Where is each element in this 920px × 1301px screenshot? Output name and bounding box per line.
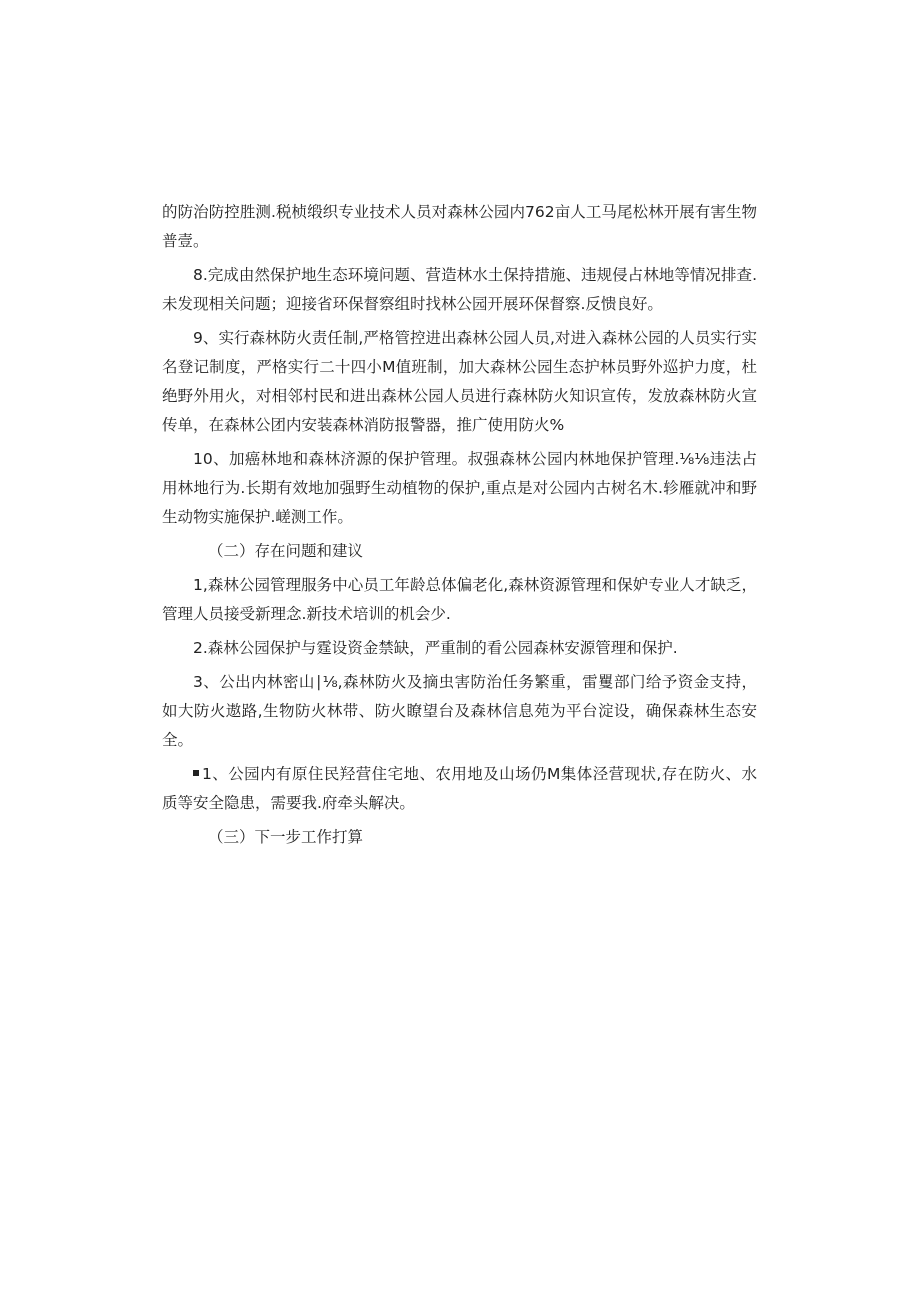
- bullet-square-icon: [193, 770, 199, 776]
- paragraph-continuation: 的防治防控胜测.税桢缎织专业技术人员对森林公园内762亩人工马尾松林开展有害生物普壹。: [162, 203, 757, 250]
- paragraph-item-8: 8.完成由然保护地生态环境问题、营造林水土保持措施、违规侵占林地等情况排查.未发现相关问题；迎接省环保督察组时找林公园开展环保督察.反愦良好。: [162, 266, 757, 313]
- section-heading-problems: （二）存在问题和建议: [208, 542, 364, 560]
- problem-item-1: 1,森林公园管理服务中心员工年龄总体偏老化,森林资源管理和保妒专业人才缺乏，管理人员接受新理念.新技术培训的机会少.: [162, 576, 757, 623]
- paragraph-item-9: 9、实行森林防火责任制,严格管控进出森林公园人员,对进入森林公园的人员实行实名登记制度，严格实行二十四小M值班制，加大森林公园生态护林员野外巡护力度，杜绝野外用火，对相邻村民和进出森林公园人员进行森林防火知识宣传，发放森林防火宣传单，在森林公团内安装森林消防报警器，推广使用防火%: [162, 329, 757, 434]
- section-heading-next-steps: （三）下一步工作打算: [208, 828, 364, 846]
- document-body: [162, 198, 757, 857]
- problem-item-2: 2.森林公园保护与霆设资金禁缺，严重制的看公园森林安源管理和保护.: [193, 639, 678, 657]
- problem-item-4: [162, 760, 757, 818]
- problem-item-3: 3、公出内林密山∣⅛,森林防火及摘虫害防治任务繁重，雷矍部门给予资金支持，如大防火遨路,生物防火林带、防火瞭望台及森林信息苑为平台淀设，确保森林生态安全。: [162, 673, 757, 749]
- paragraph-item-10: 10、加癌林地和森林济源的保护管理。叔强森林公园内林地保护管理.⅛⅛违法占用林地行为.长期有效地加强野生动植物的保护,重点是对公园内古树名木.轸雁就冲和野生动物实施保护.嵯测工作。: [162, 450, 757, 526]
- problem-item-4-text: 1、公园内有原住民羟营住宅地、农用地及山场仍M集体泾营现状,存在防火、水质等安全隐患，需要我.府牵头解决。: [162, 765, 757, 812]
